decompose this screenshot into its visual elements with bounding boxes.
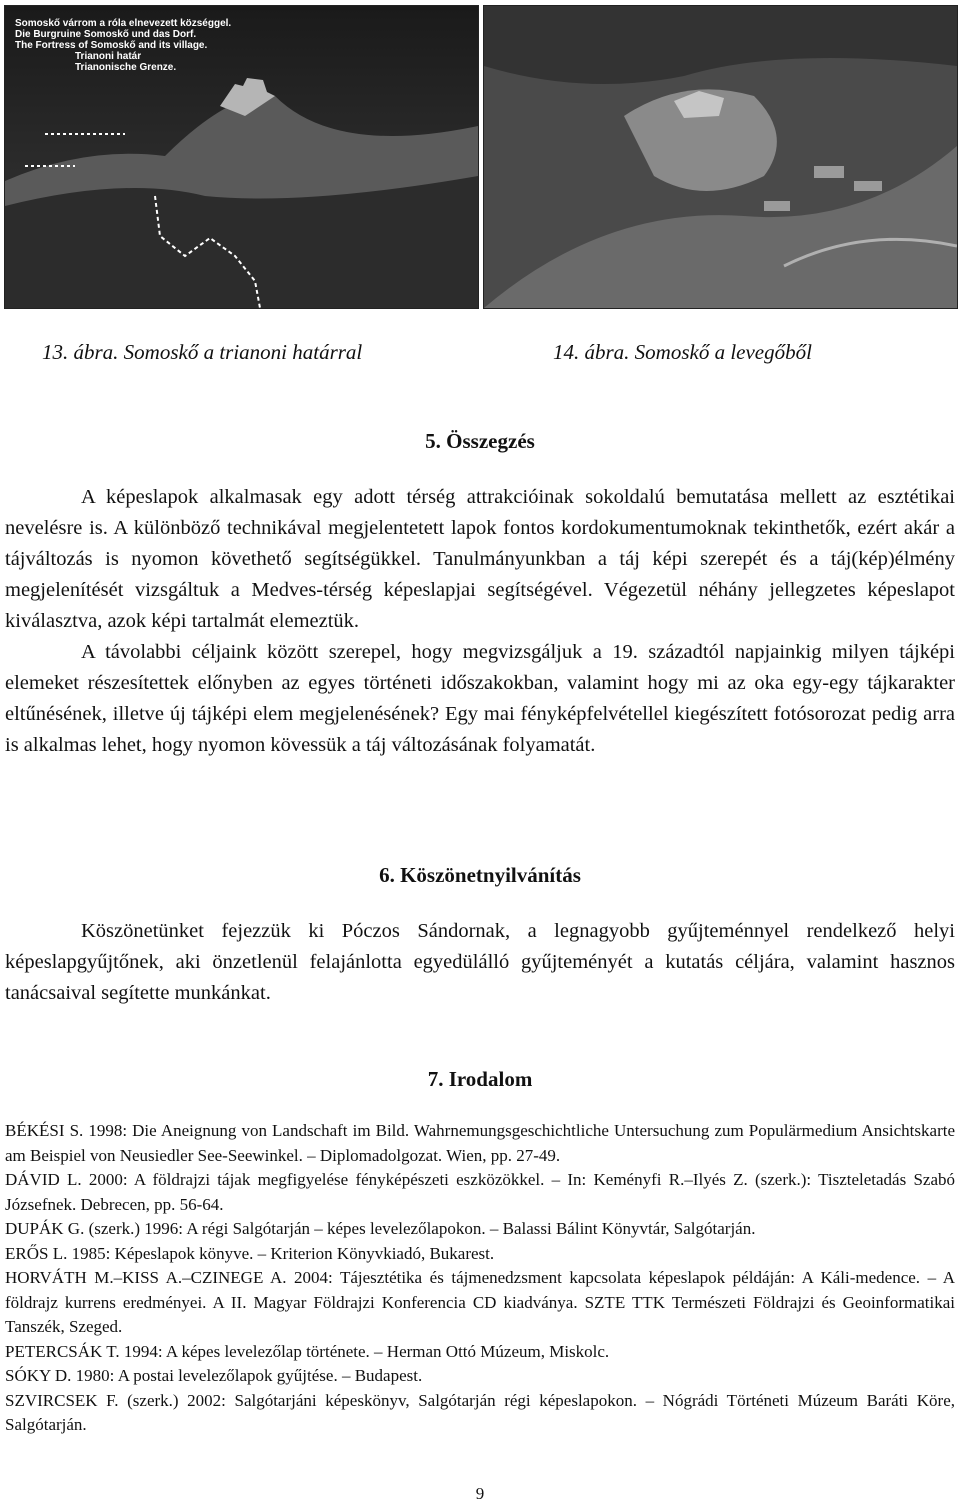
reference-item: PETERCSÁK T. 1994: A képes levelezőlap története. – Herman Ottó Múzeum, Miskolc. xyxy=(5,1341,610,1361)
paragraph: A képeslapok alkalmasak egy adott térség attrakcióinak sokoldalú bemutatása mellett az esztétikai nevelésre is. A különböző technikával megjelentetett lapok fontos kordokumentumoknak tekinthetők, ezért akár a tájváltozás is nyomon követhető segítségükkel. Tanulmányunkban a táj képi szerepét és a táj(kép)élmény megjelenítését vizsgáltuk a Medves-térség képeslapjai segítségével. Végezetül néhány jellegzetes képeslapot kiválasztva, azok képi tartalmát elemeztük. xyxy=(5,486,955,632)
page-number: 9 xyxy=(475,1484,485,1503)
reference-item: BÉKÉSI S. 1998: Die Aneignung von Landschaft im Bild. Wahrnemungsgeschichtliche Untersuchung zum Populärmedium Ansichtskarte am Beispiel von Neusiedler See-Seewinkel. – Diplomadolgozat. Wien, pp. 27-49. xyxy=(5,1121,955,1165)
paragraph: Köszönetünket fejezzük ki Póczos Sándornak, a legnagyobb gyűjteménnyel rendelkező helyi képeslapgyűjtőnek, aki önzetlenül felajánlotta egyedülálló gyűjteményét a kutatás céljára, valamint hasznos tanácsaival segítette munkánkat. xyxy=(5,920,955,1004)
reference-item: SZVIRCSEK F. (szerk.) 2002: Salgótarjáni képeskönyv, Salgótarján régi képeslapokon. – Nógrádi Történeti Múzeum Baráti Köre, Salgótarján. xyxy=(5,1390,955,1434)
section-7-heading: 7. Irodalom xyxy=(427,1067,533,1091)
section-6-heading: 6. Köszönetnyilvánítás xyxy=(379,863,581,887)
figure-14-photo xyxy=(483,5,958,309)
paragraph: A távolabbi céljaink között szerepel, hogy megvizsgáljuk a 19. századtól napjainkig milyen tájképi elemeket részesítettek előnyben az egyes történeti időszakokban, valamint hogy mi az oka egy-egy tájkarakter eltűnésének, illetve új tájképi elem megjelenésének? Egy mai fényképfelvétellel kiegészített fotósorozat pedig arra is alkalmas lehet, hogy nyomon kövessük a táj változásának folyamatát. xyxy=(5,641,955,756)
section-5-body xyxy=(5,482,955,761)
postcard-line: Somoskő várrom a róla elnevezett községgel. xyxy=(15,18,232,29)
postcard-inscription xyxy=(15,18,231,73)
postcard-line: Die Burgruine Somoskő und das Dorf. xyxy=(15,29,197,40)
reference-item: DÁVID L. 2000: A földrajzi tájak megfigyelése fényképészeti eszközökkel. – In: Keményfi R.–Ilyés Z. (szerk.): Tiszteletadás Szabó Józsefnek. Debrecen, pp. 56-64. xyxy=(5,1170,955,1214)
postcard-line: The Fortress of Somoskő and its village. xyxy=(15,40,208,51)
reference-item: ERŐS L. 1985: Képeslapok könyve. – Kriterion Könyvkiadó, Bukarest. xyxy=(5,1243,495,1263)
border-label: Trianonische Grenze. xyxy=(75,62,177,73)
section-5-heading: 5. Összegzés xyxy=(425,429,535,453)
reference-item: HORVÁTH M.–KISS A.–CZINEGE A. 2004: Tájesztétika és tájmenedzsment kapcsolata képeslapok példáján: A Káli-medence. – A földrajz kurrens eredményei. A II. Magyar Földrajzi Konferencia CD kiadványa. SZTE TTK Természeti Földrajzi és Geoinformatikai Tanszék, Szeged. xyxy=(5,1268,955,1336)
figure-14-caption: 14. ábra. Somoskő a levegőből xyxy=(553,340,812,364)
reference-item: DUPÁK G. (szerk.) 1996: A régi Salgótarján – képes levelezőlapokon. – Balassi Bálint Könyvtár, Salgótarján. xyxy=(5,1219,756,1238)
figure-13-photo xyxy=(4,5,479,309)
reference-list xyxy=(5,1119,955,1438)
border-label: Trianoni határ xyxy=(75,51,142,62)
section-6-body xyxy=(5,916,955,1009)
figure-13-caption: 13. ábra. Somoskő a trianoni határral xyxy=(42,340,363,364)
reference-item: SÓKY D. 1980: A postai levelezőlapok gyűjtése. – Budapest. xyxy=(5,1366,423,1385)
aerial-image xyxy=(484,6,957,308)
